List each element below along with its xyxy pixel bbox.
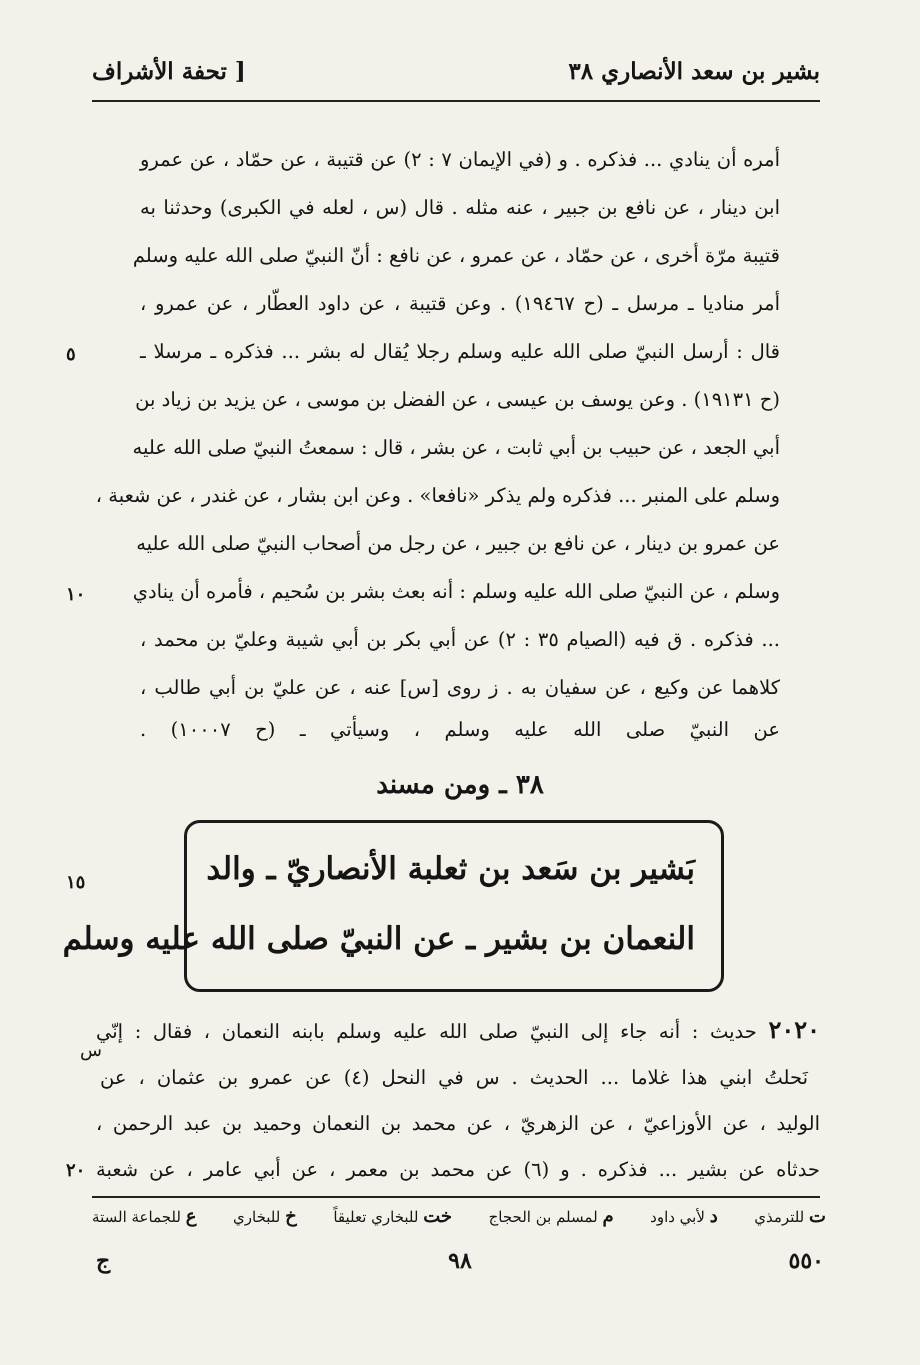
- text-line: عن عمرو بن دينار ، عن نافع بن جبير ، عن رجل من أصحاب النبيّ صلى الله عليه: [136, 532, 780, 555]
- footnote-rule: [92, 1196, 820, 1198]
- legend-item: م لمسلم بن الحجاج: [488, 1206, 614, 1227]
- header-rule: [92, 100, 820, 102]
- text-line: عن النبيّ صلى الله عليه وسلم ، وسيأتي ـ (ح ١٠٠٠٧) .: [140, 718, 780, 741]
- hadith-line: نَحلتُ ابني هذا غلاما ... الحديث . س في النحل (٤) عن عمرو بن عثمان ، عن: [100, 1066, 808, 1089]
- hadith-line: حدثاه عن بشير ... فذكره . و (٦) عن محمد بن معمر ، عن أبي عامر ، عن شعبة: [96, 1158, 820, 1181]
- header-title: بشير بن سعد الأنصاري ٣٨: [568, 58, 820, 85]
- legend-item: ع للجماعة الستة: [92, 1206, 197, 1227]
- line-number: ٥: [66, 344, 76, 365]
- hadith-line: الوليد ، عن الأوزاعيّ ، عن الزهريّ ، عن محمد بن النعمان وحميد بن عبد الرحمن ،: [96, 1112, 820, 1135]
- volume-letter: ج: [96, 1248, 111, 1274]
- line-number: ٢٠: [66, 1160, 86, 1181]
- text-line: قال : أرسل النبيّ صلى الله عليه وسلم رجلا يُقال له بشر ... فذكره ـ مرسلا ـ: [140, 340, 780, 363]
- text-line: ابن دينار ، عن نافع بن جبير ، عنه مثله . قال (س ، لعله في الكبرى) وحدثنا به: [140, 196, 780, 219]
- legend-item: خت للبخاري تعليقاً: [333, 1206, 453, 1227]
- running-header: [92, 58, 820, 94]
- text-line: أمر مناديا ـ مرسل ـ (ح ١٩٤٦٧) . وعن قتيبة ، عن داود العطّار ، عن عمرو ،: [140, 292, 780, 315]
- line-number: ١٠: [66, 584, 86, 605]
- section-title: ٣٨ ـ ومن مسند: [376, 770, 544, 800]
- line-number: ١٥: [66, 872, 86, 893]
- box-line: النعمان بن بشير ـ عن النبيّ صلى الله عليه وسلم: [62, 921, 695, 957]
- hadith-number: ٢٠٢٠: [768, 1015, 820, 1044]
- legend-item: ت للترمذي: [754, 1206, 826, 1227]
- text-line: قتيبة مرّة أخرى ، عن حمّاد ، عن عمرو ، عن نافع : أنّ النبيّ صلى الله عليه وسلم: [132, 244, 780, 267]
- text-line: كلاهما عن وكيع ، عن سفيان به . ز روى [س] عنه ، عن عليّ بن أبي طالب ،: [140, 676, 780, 699]
- volume-page-number: ٥٥٠: [788, 1248, 824, 1274]
- legend-item: د لأبي داود: [650, 1206, 718, 1227]
- margin-siglum: س: [80, 1040, 102, 1061]
- text-line: (ح ١٩١٣١) . وعن يوسف بن عيسى ، عن الفضل بن موسى ، عن يزيد بن زياد بن: [135, 388, 780, 411]
- text-line: وسلم على المنبر ... فذكره ولم يذكر «نافعا» . وعن ابن بشار ، عن غندر ، عن شعبة ،: [95, 484, 780, 507]
- text-line: أمره أن ينادي ... فذكره . و (في الإيمان ٧ : ٢) عن قتيبة ، عن حمّاد ، عن عمرو: [140, 148, 781, 171]
- sigla-legend: [92, 1206, 826, 1227]
- legend-item: خ للبخاري: [233, 1206, 297, 1227]
- text-line: وسلم ، عن النبيّ صلى الله عليه وسلم : أنه بعث بشر بن سُحيم ، فأمره أن ينادي: [132, 580, 780, 603]
- box-line: بَشير بن سَعد بن ثعلبة الأنصاريّ ـ والد: [206, 851, 695, 887]
- printed-page-number: ٩٨: [448, 1248, 472, 1274]
- header-book-name: [ تحفة الأشراف: [92, 58, 246, 85]
- text-line: ... فذكره . ق فيه (الصيام ٣٥ : ٢) عن أبي بكر بن أبي شيبة وعليّ بن محمد ،: [140, 628, 780, 651]
- text-line: أبي الجعد ، عن حبيب بن أبي ثابت ، عن بشر ، قال : سمعتُ النبيّ صلى الله عليه: [132, 436, 780, 459]
- hadith-line: [96, 1016, 820, 1046]
- hadith-text: حديث : أنه جاء إلى النبيّ صلى الله عليه وسلم بابنه النعمان ، فقال : إنّي: [96, 1020, 757, 1043]
